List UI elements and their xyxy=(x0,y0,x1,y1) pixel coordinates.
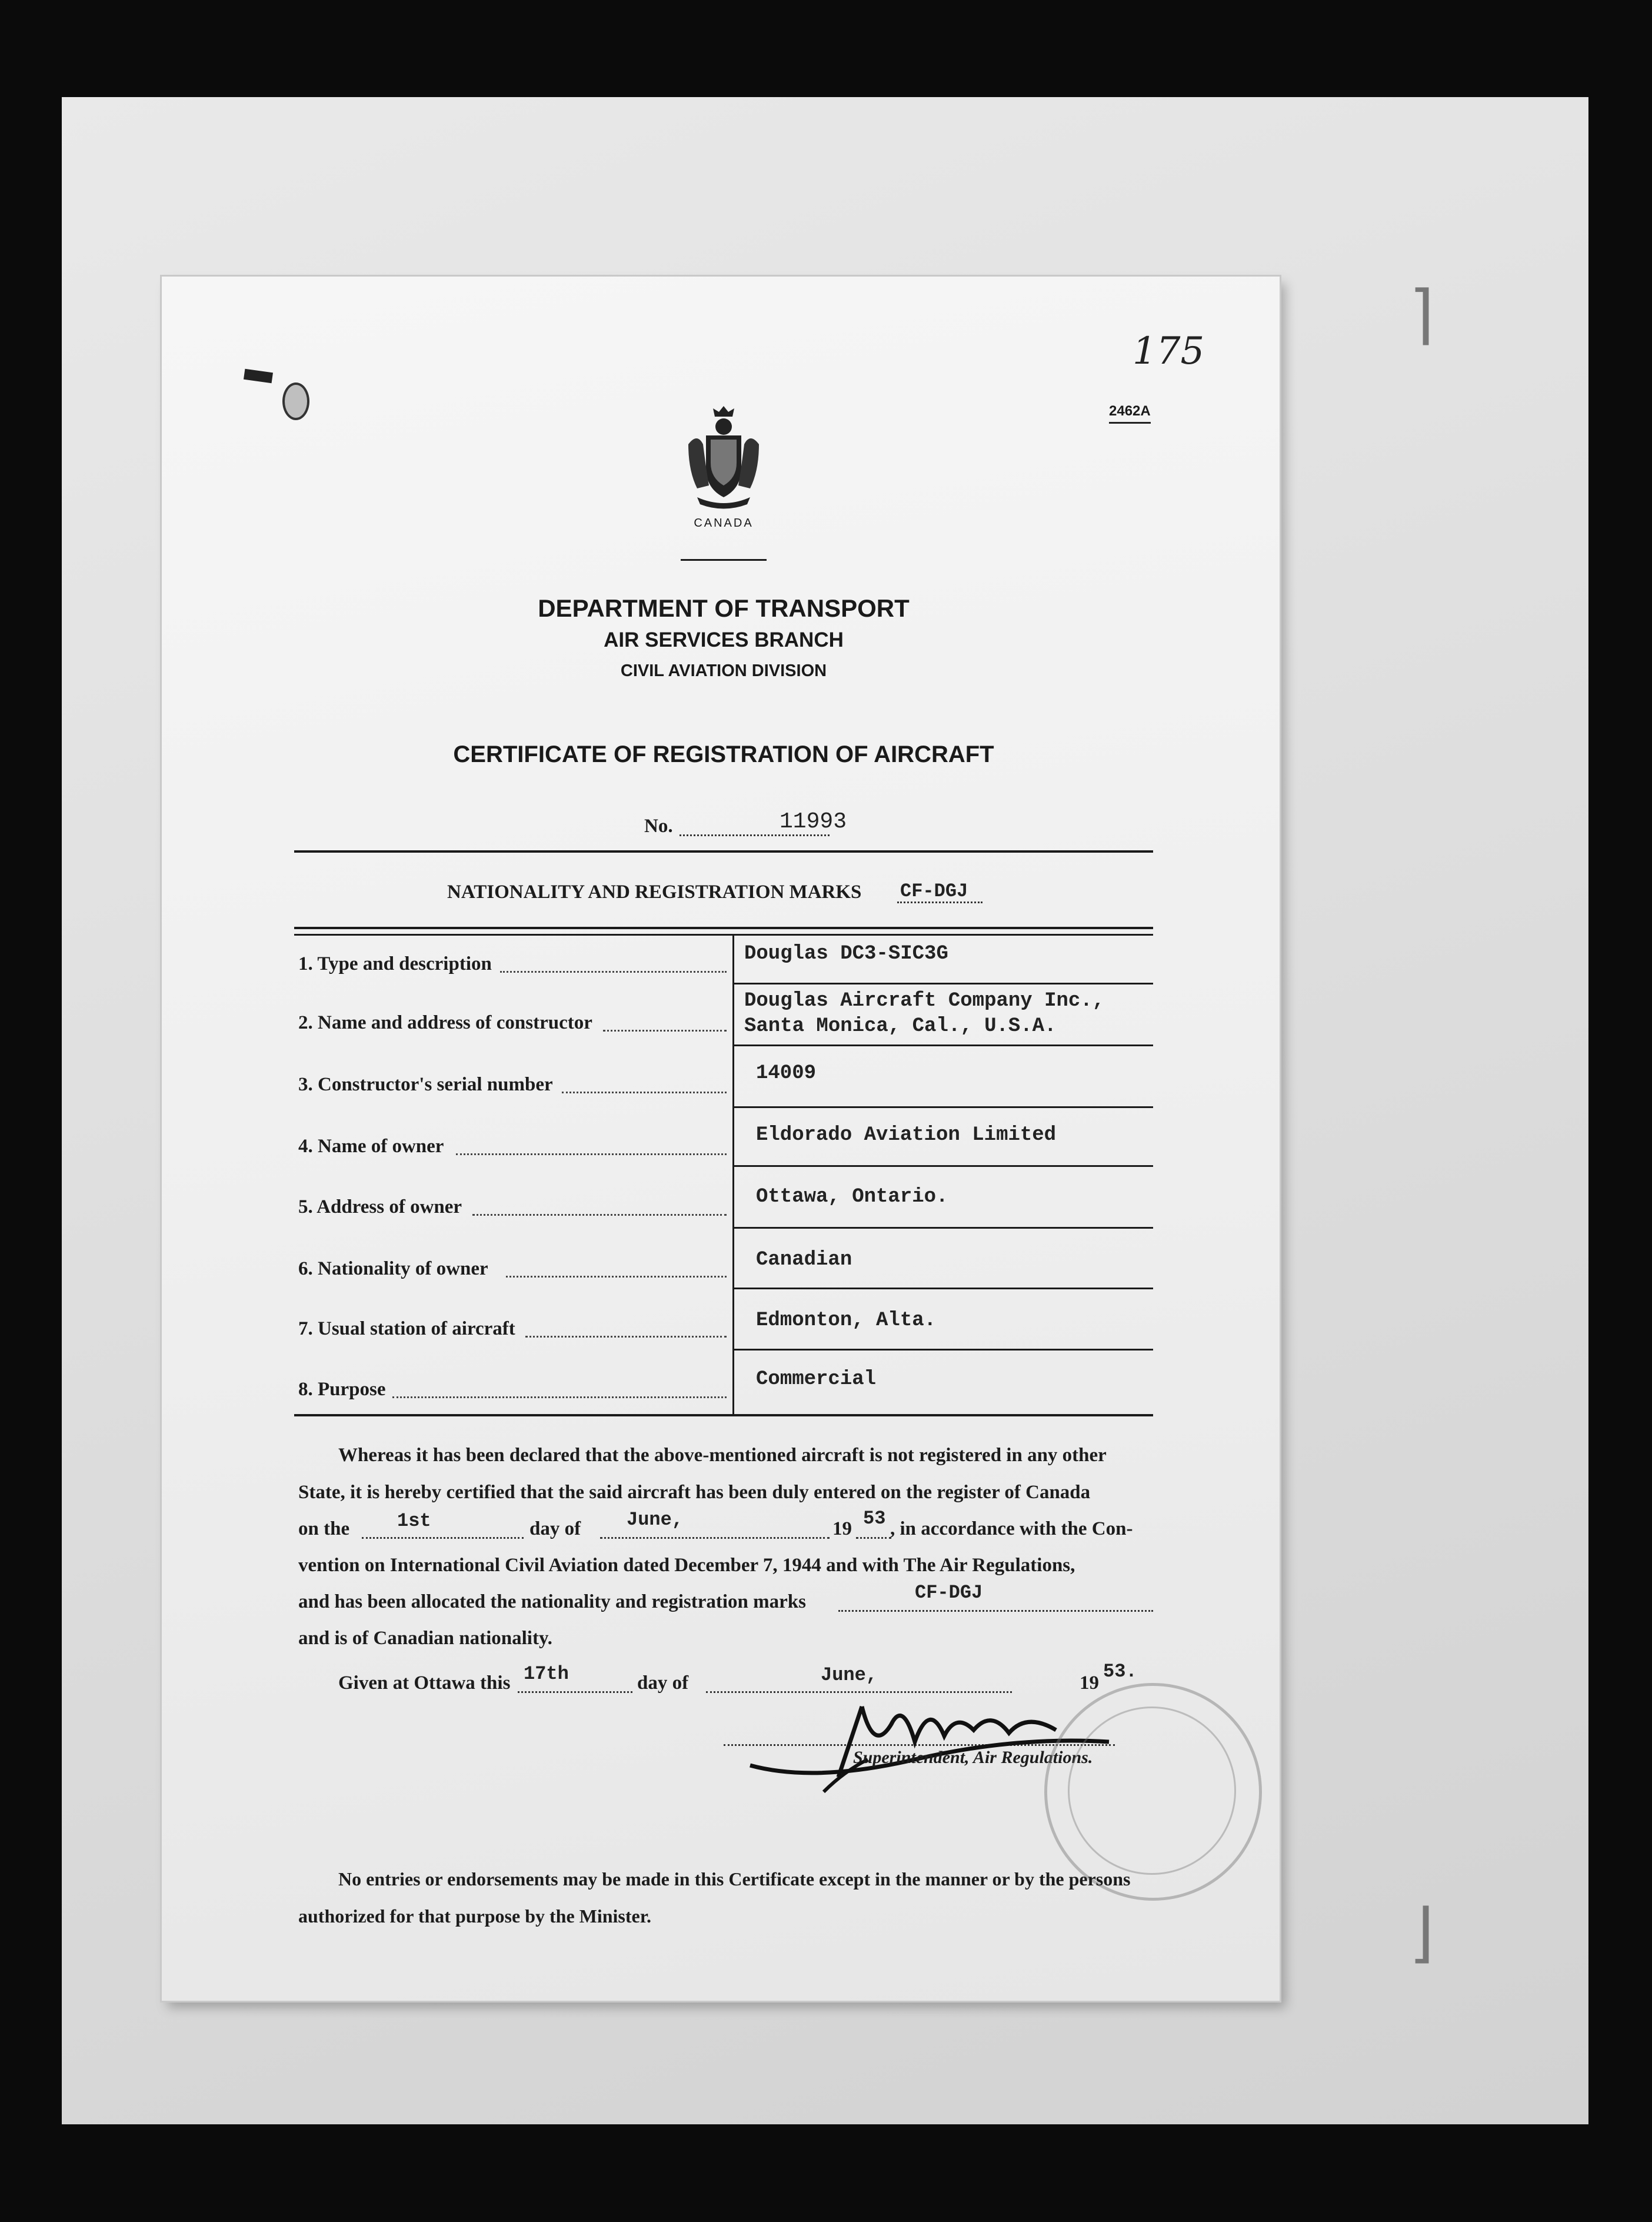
crop-mark-top: ⌉ xyxy=(1409,277,1434,352)
row-rule xyxy=(734,1349,1153,1351)
row-rule xyxy=(734,1045,1153,1046)
row-rule xyxy=(734,983,1153,984)
row-rule xyxy=(734,1288,1153,1289)
crest-rule xyxy=(681,559,767,561)
footer-line-1: No entries or endorsements may be made in this Certificate except in the manner or by the persons xyxy=(338,1868,1131,1890)
table-column-divider xyxy=(732,934,734,1415)
folio-number: 175 xyxy=(1133,330,1205,373)
form-number: 2462A xyxy=(1109,403,1151,424)
given-year: 53. xyxy=(1103,1661,1137,1682)
table-bottom-rule xyxy=(294,1414,1153,1416)
given-day: 17th xyxy=(524,1663,569,1685)
declaration-on-the: on the xyxy=(298,1518,350,1539)
field-label-purpose: 8. Purpose xyxy=(298,1379,386,1400)
table-top-rule-2 xyxy=(294,934,1153,936)
certificate-sheet xyxy=(162,277,1280,2001)
signature-title: Superintendent, Air Regulations. xyxy=(853,1748,1093,1767)
crop-mark-bottom: ⌋ xyxy=(1409,1895,1434,1970)
field-dots xyxy=(392,1396,727,1398)
field-label-type: 1. Type and description xyxy=(298,953,492,974)
entered-year: 53 xyxy=(863,1508,886,1529)
row-rule xyxy=(734,1106,1153,1108)
declaration-line-1: Whereas it has been declared that the above-mentioned aircraft is not registered in any other xyxy=(338,1445,1107,1466)
top-rule xyxy=(294,850,1153,853)
given-year-prefix: 19 xyxy=(1080,1672,1099,1694)
field-value-nationality: Canadian xyxy=(756,1249,852,1271)
footer-line-2: authorized for that purpose by the Minister. xyxy=(298,1905,651,1927)
field-dots xyxy=(525,1336,727,1338)
field-dots xyxy=(456,1153,727,1155)
field-value-type: Douglas DC3-SIC3G xyxy=(744,943,948,965)
certificate-title: CERTIFICATE OF REGISTRATION OF AIRCRAFT xyxy=(453,741,994,767)
coat-of-arms-icon xyxy=(682,403,765,509)
field-value-purpose: Commercial xyxy=(756,1368,877,1391)
field-value-owner-address: Ottawa, Ontario. xyxy=(756,1186,948,1208)
field-label-serial: 3. Constructor's serial number xyxy=(298,1074,553,1095)
declaration-day-of: day of xyxy=(529,1518,581,1539)
field-value-constructor-line2: Santa Monica, Cal., U.S.A. xyxy=(744,1015,1057,1037)
year-dots xyxy=(856,1537,891,1539)
table-top-rule xyxy=(294,927,1153,929)
marks-label: NATIONALITY AND REGISTRATION MARKS xyxy=(447,882,862,903)
declaration-year-prefix: 19 xyxy=(832,1518,852,1539)
declaration-line-2: State, it is hereby certified that the said aircraft has been duly entered on the register of Canada xyxy=(298,1482,1091,1503)
given-at-ottawa: Given at Ottawa this xyxy=(338,1672,511,1694)
declaration-line-6: and is of Canadian nationality. xyxy=(298,1628,552,1649)
declaration-line-4: vention on International Civil Aviation dated December 7, 1944 and with The Air Regulations, xyxy=(298,1555,1075,1576)
allocated-marks: CF-DGJ xyxy=(915,1582,983,1604)
number-label: No. xyxy=(644,816,673,837)
field-value-owner: Eldorado Aviation Limited xyxy=(756,1124,1057,1146)
field-label-constructor: 2. Name and address of constructor xyxy=(298,1012,592,1033)
declaration-line-3-tail: , in accordance with the Con- xyxy=(890,1518,1133,1539)
field-value-serial: 14009 xyxy=(756,1062,817,1085)
registration-marks: CF-DGJ xyxy=(900,880,968,902)
allocated-marks-dots xyxy=(838,1610,1153,1612)
month-dots xyxy=(600,1537,830,1539)
official-stamp-inner-ring xyxy=(1068,1707,1236,1875)
field-label-owner-address: 5. Address of owner xyxy=(298,1196,462,1218)
given-month: June, xyxy=(821,1664,878,1686)
field-dots xyxy=(603,1030,727,1032)
country-label: CANADA xyxy=(694,517,754,530)
division-heading: CIVIL AVIATION DIVISION xyxy=(620,661,827,680)
field-dots xyxy=(500,971,727,973)
field-dots xyxy=(506,1276,727,1278)
branch-heading: AIR SERVICES BRANCH xyxy=(604,628,844,651)
row-rule xyxy=(734,1227,1153,1229)
field-dots xyxy=(472,1214,727,1216)
number-dots xyxy=(680,834,830,836)
field-label-owner: 4. Name of owner xyxy=(298,1136,444,1157)
department-heading: DEPARTMENT OF TRANSPORT xyxy=(538,594,910,622)
entered-day: 1st xyxy=(397,1510,431,1532)
field-dots xyxy=(562,1092,727,1093)
certificate-number: 11993 xyxy=(780,809,847,834)
punch-hole xyxy=(282,382,309,420)
ink-smudge xyxy=(244,369,273,384)
day-dots xyxy=(362,1537,524,1539)
given-day-of: day of xyxy=(637,1672,689,1694)
row-rule xyxy=(734,1165,1153,1167)
field-label-nationality: 6. Nationality of owner xyxy=(298,1258,488,1279)
field-label-station: 7. Usual station of aircraft xyxy=(298,1318,515,1339)
entered-month: June, xyxy=(627,1509,684,1531)
given-day-dots xyxy=(518,1691,632,1693)
declaration-line-5: and has been allocated the nationality and registration marks xyxy=(298,1591,806,1612)
field-value-constructor-line1: Douglas Aircraft Company Inc., xyxy=(744,990,1105,1012)
field-value-station: Edmonton, Alta. xyxy=(756,1309,937,1332)
